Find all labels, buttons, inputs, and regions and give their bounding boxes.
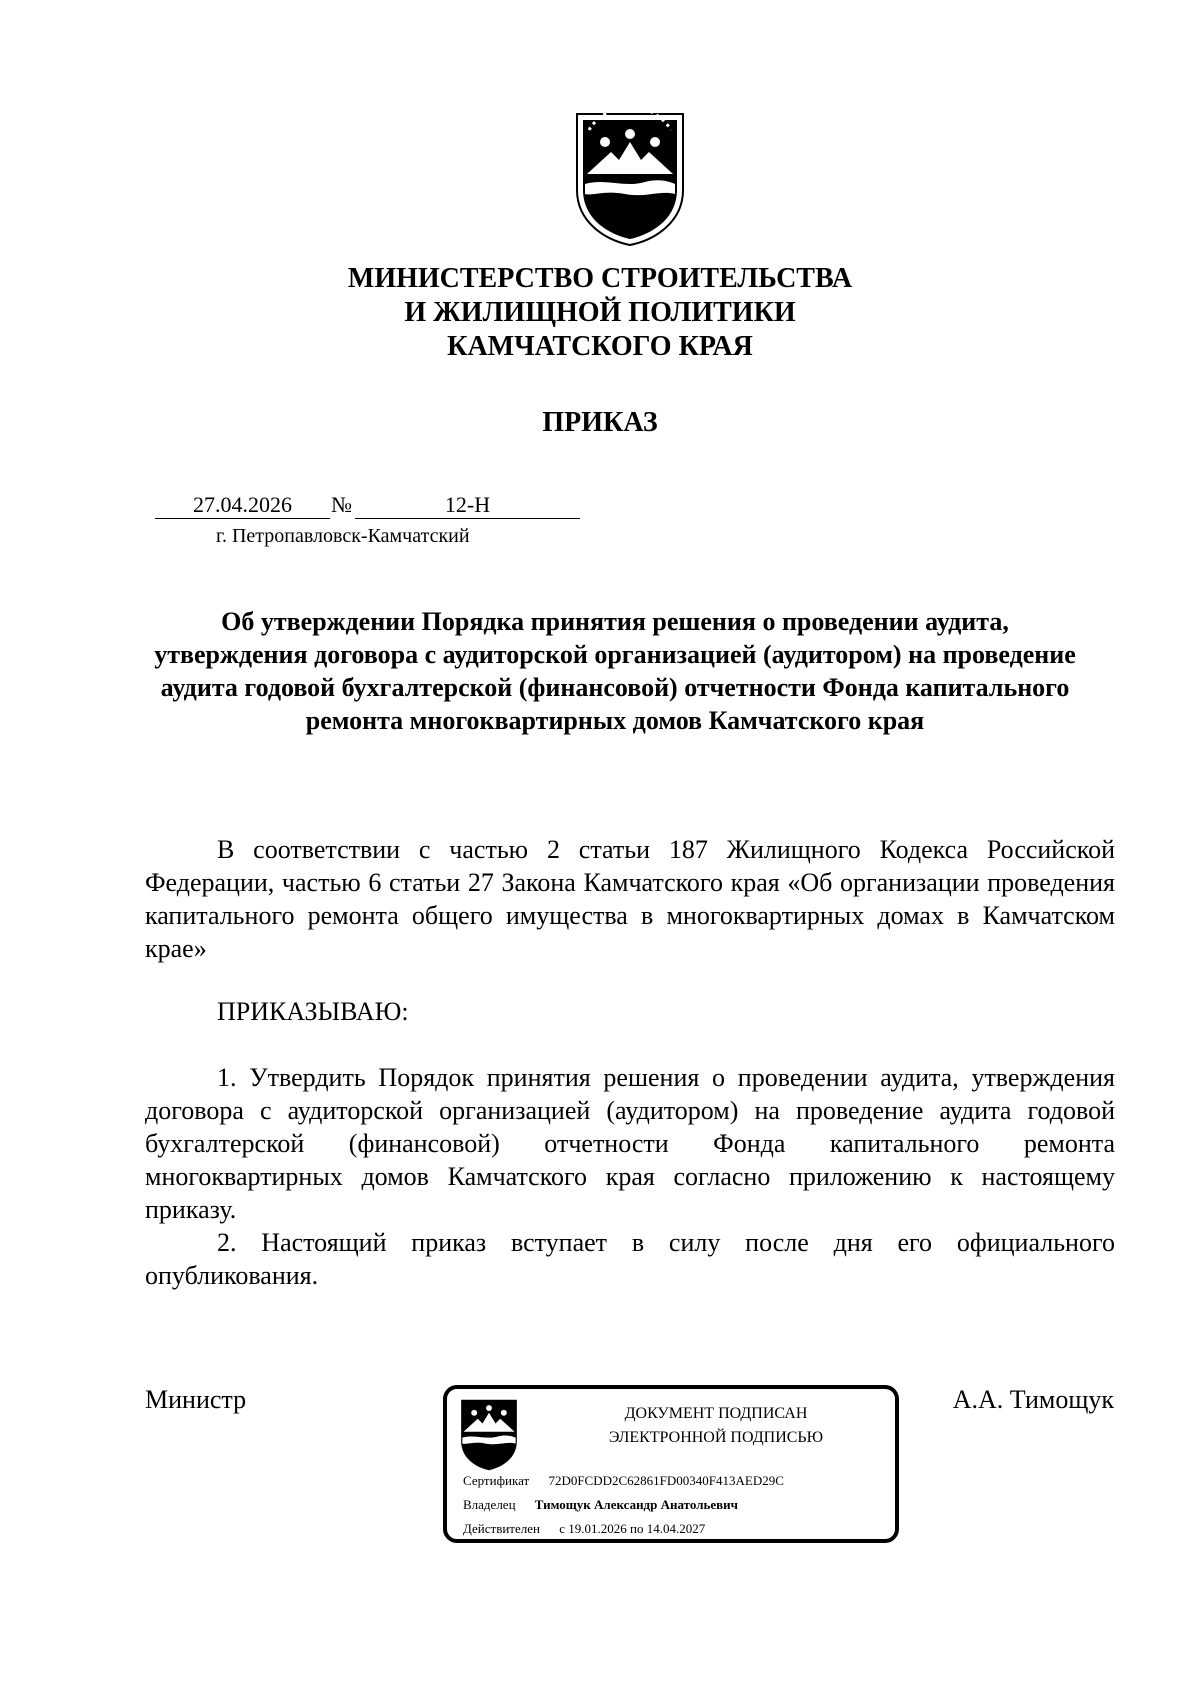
stamp-certificate-label: Сертификат (463, 1473, 530, 1488)
order-number-label: № (331, 492, 352, 517)
ministry-line-1: МИНИСТЕРСТВО СТРОИТЕЛЬСТВА (347, 263, 853, 294)
stamp-validity-value: с 19.01.2026 по 14.04.2027 (559, 1521, 706, 1536)
signatory-role: Министр (145, 1385, 247, 1414)
stamp-validity-row (463, 1521, 705, 1537)
ministry-name (0, 262, 1200, 364)
order-item-1: 1. Утвердить Порядок принятия решения о проведении аудита, утверждения договора с аудиторской организацией (аудитором) на проведение аудита годовой бухгалтерской (финансовой) отчетности Фонда капитального ремонта многоквартирных домов Камчатского края согласно приложению к настоящему приказу. (145, 1063, 1115, 1224)
electronic-signature-stamp (443, 1385, 899, 1543)
document-type: ПРИКАЗ (542, 407, 658, 438)
coat-of-arms-icon (455, 1395, 523, 1475)
preamble-paragraph: В соответствии с частью 2 статьи 187 Жилищного Кодекса Российской Федерации, частью 6 статьи 27 Закона Камчатского края «Об организации проведения капитального ремонта общего имущества в многоквартирных домах в Камчатском крае» (145, 835, 1115, 963)
stamp-owner-label: Владелец (463, 1497, 516, 1512)
order-word: ПРИКАЗЫВАЮ: (217, 997, 409, 1026)
stamp-certificate-value: 72D0FCDD2C62861FD00340F413AED29C (548, 1473, 784, 1488)
issue-city: г. Петропавловск-Камчатский (216, 525, 470, 547)
stamp-validity-label: Действителен (463, 1521, 540, 1536)
ministry-line-3: КАМЧАТСКОГО КРАЯ (447, 331, 753, 362)
coat-of-arms-icon (575, 112, 685, 247)
stamp-title-line-2: ЭЛЕКТРОННОЙ ПОДПИСЬЮ (608, 1429, 824, 1446)
stamp-owner-row (463, 1497, 738, 1513)
order-item-2: 2. Настоящий приказ вступает в силу после дня его официального опубликования. (145, 1228, 1115, 1290)
ministry-line-2: И ЖИЛИЩНОЙ ПОЛИТИКИ (404, 297, 796, 328)
order-number: 12-Н (355, 492, 580, 519)
stamp-title-line-1: ДОКУМЕНТ ПОДПИСАН (624, 1405, 808, 1422)
signatory-name: А.А. Тимощук (952, 1385, 1114, 1414)
stamp-owner-value: Тимощук Александр Анатольевич (534, 1497, 738, 1512)
order-date: 27.04.2026 (155, 492, 330, 519)
order-subject: Об утверждении Порядка принятия решения о проведении аудита, утверждения договора с аудиторской организацией (аудитором) на проведение аудита годовой бухгалтерской (финансовой) отчетности Фонда капитального ремонта многоквартирных домов Камчатского края (154, 607, 1076, 735)
stamp-logo (447, 1389, 535, 1481)
stamp-certificate-row (463, 1473, 784, 1489)
